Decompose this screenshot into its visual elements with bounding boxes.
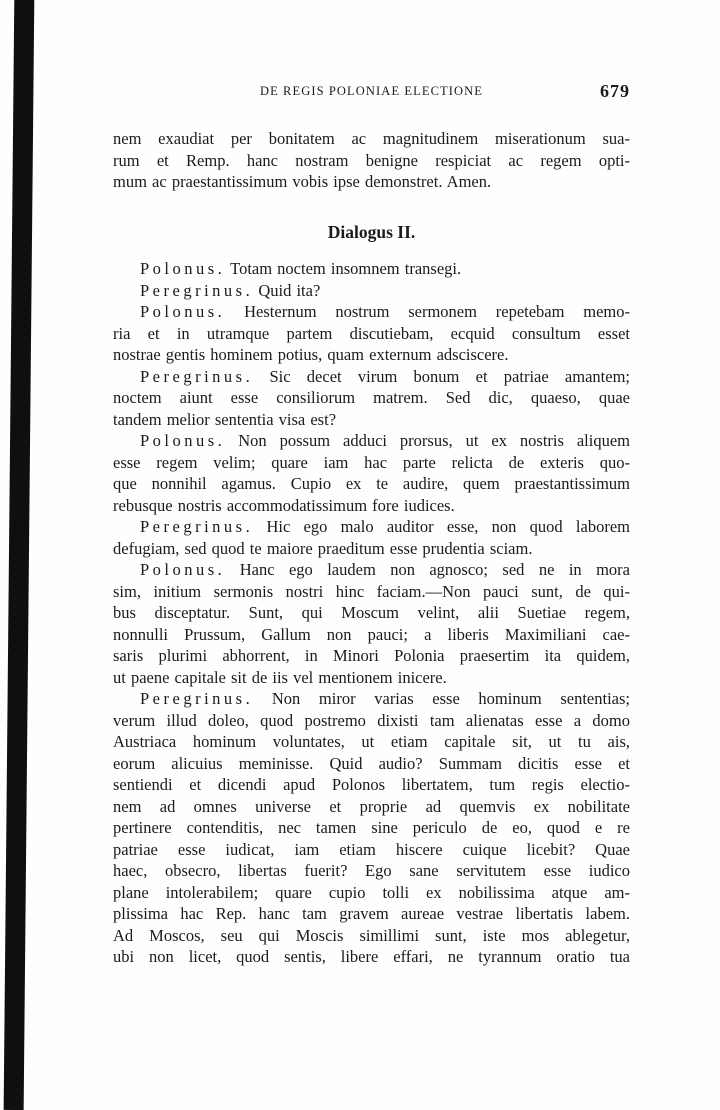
- paragraph: [113, 280, 630, 302]
- text-line: nostrae gentis hominem potius, quam externum adsciscere.: [113, 345, 509, 364]
- text-line: nem exaudiat per bonitatem ac magnitudinem miserationum sua-: [113, 129, 630, 148]
- speaker-name: Peregrinus.: [140, 280, 254, 300]
- line-text: Non possum adduci prorsus, ut ex nostris aliquem: [238, 431, 631, 450]
- speaker-name: Polonus.: [140, 560, 226, 579]
- paragraph: [113, 430, 630, 516]
- text-line: [113, 688, 630, 710]
- text-line: Austriaca hominum voluntates, ut etiam capitale sit, ut tu ais,: [113, 732, 630, 751]
- text-line: que nonnihil agamus. Cupio ex te audire, quem praestantissimum: [113, 474, 630, 493]
- text-line: [113, 258, 630, 280]
- page-text-block: [113, 128, 630, 968]
- line-text: Hanc ego laudem non agnosco; sed ne in mora: [239, 560, 630, 579]
- speaker-name: Polonus.: [140, 259, 226, 278]
- book-gutter-scan-bar: [4, 0, 35, 1110]
- section-heading: Dialogus II.: [327, 221, 416, 242]
- running-header: [113, 81, 630, 108]
- text-line: [113, 280, 630, 302]
- text-line: ubi non licet, quod sentis, libere effari, ne tyrannum oratio tua: [113, 947, 630, 966]
- page-number: 679: [600, 81, 630, 101]
- text-line: [113, 301, 630, 323]
- text-line: tandem melior sententia visa est?: [113, 409, 337, 429]
- line-text: Hesternum nostrum sermonem repetebam memo-: [244, 302, 631, 321]
- text-line: verum illud doleo, quod postremo dixisti tam alienatas esse a domo: [113, 710, 630, 730]
- text-line: [113, 516, 630, 538]
- text-line: eorum alicuius meminisse. Quid audio? Summam dicitis esse et: [113, 753, 630, 773]
- speaker-name: Polonus.: [140, 302, 226, 321]
- text-line: [113, 366, 630, 388]
- paragraph: [113, 688, 630, 968]
- speaker-name: Peregrinus.: [140, 689, 254, 708]
- text-line: sentiendi et dicendi apud Polonos libertatem, tum regis electio-: [113, 775, 630, 794]
- text-line: nem ad omnes universe et proprie ad quemvis ex nobilitate: [113, 796, 630, 816]
- text-line: plissima hac Rep. hanc tam gravem aureae vestrae libertatis labem.: [113, 904, 630, 923]
- text-line: [113, 559, 630, 581]
- text-line: esse regem velim; quare iam hac parte relicta de exteris quo-: [113, 452, 630, 472]
- text-line: Ad Moscos, seu qui Moscis simillimi sunt, iste mos ablegetur,: [113, 925, 630, 945]
- paragraph: [113, 559, 630, 688]
- text-line: nonnulli Prussum, Gallum non pauci; a liberis Maximiliani cae-: [113, 624, 630, 644]
- text-line: rum et Remp. hanc nostram benigne respiciat ac regem opti-: [113, 150, 630, 170]
- text-line: patriae esse iudicat, iam etiam hiscere cuique licebit? Quae: [113, 839, 630, 859]
- running-header-title: DE REGIS POLONIAE ELECTIONE: [259, 84, 484, 98]
- paragraph: [113, 258, 630, 280]
- text-line: defugiam, sed quod te maiore praeditum esse prudentia sciam.: [113, 538, 533, 558]
- text-line: bus disceptatur. Sunt, qui Moscum velint, alii Suetiae regem,: [113, 603, 630, 622]
- text-line: plane intolerabilem; quare cupio tolli ex nobilissima atque am-: [113, 882, 630, 902]
- line-text: Sic decet virum bonum et patriae amantem;: [269, 366, 630, 386]
- paragraph: [113, 366, 630, 431]
- text-line: sim, initium sermonis nostri hinc faciam.—Non pauci sunt, de qui-: [113, 581, 630, 601]
- speaker-name: Peregrinus.: [140, 517, 254, 536]
- paragraph: [113, 301, 630, 366]
- line-text: Hic ego malo auditor esse, non quod laborem: [266, 517, 630, 536]
- speaker-name: Peregrinus.: [140, 366, 254, 386]
- text-line: rebusque nostris accommodatissimum fore iudices.: [113, 495, 455, 515]
- text-line: saris plurimi abhorrent, in Minori Polonia praesertim ita quidem,: [113, 646, 630, 665]
- text-line: [113, 430, 630, 452]
- line-text: Totam noctem insomnem transegi.: [230, 259, 462, 278]
- line-text: Non miror varias esse hominum sententias;: [271, 689, 630, 708]
- text-line: mum ac praestantissimum vobis ipse demonstret. Amen.: [113, 172, 492, 191]
- text-line: pertinere contenditis, nec tamen sine periculo de eo, quod e re: [113, 818, 630, 837]
- text-line: ria et in utramque partem discutiebam, ecquid consultum esset: [113, 323, 630, 343]
- speaker-name: Polonus.: [140, 431, 226, 450]
- line-text: Quid ita?: [258, 280, 321, 300]
- paragraph: [113, 128, 630, 193]
- text-line: ut paene capitale sit de iis vel mentionem inicere.: [113, 667, 447, 687]
- text-line: haec, obsecro, libertas fuerit? Ego sane servitutem esse iudico: [113, 861, 630, 880]
- paragraph: [113, 516, 630, 559]
- text-line: noctem aiunt esse consiliorum matrem. Sed dic, quaeso, quae: [113, 388, 630, 407]
